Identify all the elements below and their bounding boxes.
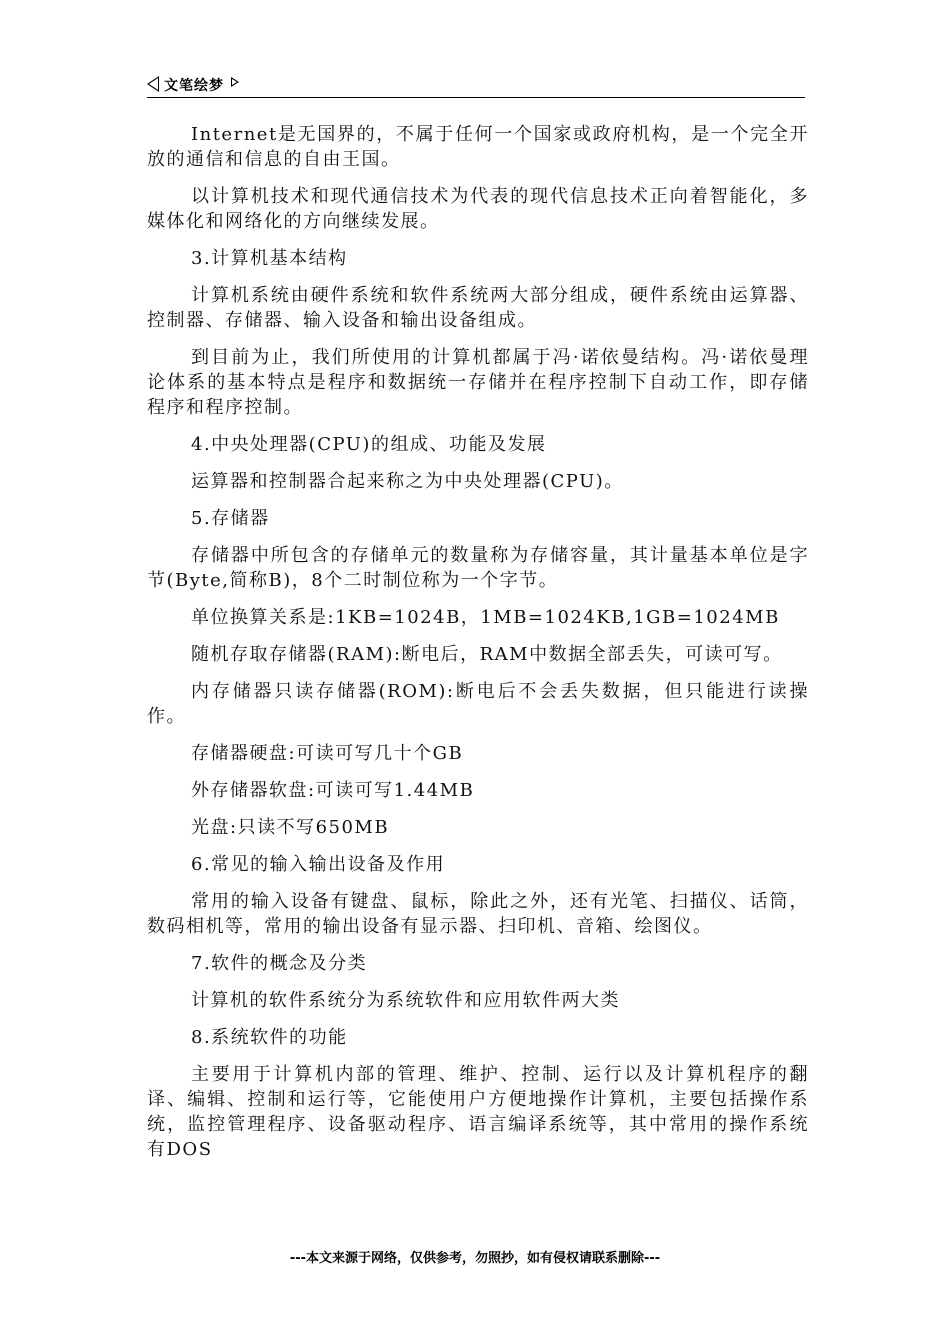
paragraph: Internet是无国界的，不属于任何一个国家或政府机构，是一个完全开放的通信和信息的自由王国。 [147, 124, 809, 170]
paragraph: 运算器和控制器合起来称之为中央处理器(CPU)。 [191, 471, 624, 492]
paragraph: 计算机的软件系统分为系统软件和应用软件两大类 [191, 990, 620, 1011]
paragraph: 常用的输入设备有键盘、鼠标，除此之外，还有光笔、扫描仪、话筒，数码相机等，常用的输出设备有显示器、扫印机、音箱、绘图仪。 [147, 891, 809, 937]
section-heading: 5.存储器 [191, 508, 270, 529]
page-footer: ---本文来源于网络，仅供参考，勿照抄，如有侵权请联系删除--- [289, 1251, 661, 1266]
paragraph: 到目前为止，我们所使用的计算机都属于冯·诺依曼结构。冯·诺依曼理论体系的基本特点是程序和数据统一存储并在程序控制下自动工作，即存储程序和程序控制。 [147, 347, 809, 418]
section-heading: 6.常见的输入输出设备及作用 [191, 854, 446, 875]
paragraph: 内存储器只读存储器(ROM):断电后不会丢失数据，但只能进行读操作。 [147, 681, 809, 727]
header-brand: 文笔绘梦 [164, 78, 224, 94]
paragraph: 单位换算关系是:1KB=1024B，1MB=1024KB,1GB=1024MB [191, 607, 780, 628]
section-heading: 7.软件的概念及分类 [191, 953, 368, 974]
right-triangle-icon [231, 77, 239, 87]
paragraph: 随机存取存储器(RAM):断电后，RAM中数据全部丢失，可读可写。 [191, 644, 783, 665]
page-header [147, 72, 805, 98]
paragraph: 光盘:只读不写650MB [191, 817, 390, 838]
paragraph: 外存储器软盘:可读可写1.44MB [191, 780, 475, 801]
header-divider [147, 97, 805, 98]
paragraph: 主要用于计算机内部的管理、维护、控制、运行以及计算机程序的翻译、编辑、控制和运行等，它能使用户方便地操作计算机，主要包括操作系统，监控管理程序、设备驱动程序、语言编译系统等，其中常用的操作系统有DOS [147, 1064, 809, 1160]
paragraph: 以计算机技术和现代通信技术为代表的现代信息技术正向着智能化，多媒体化和网络化的方向继续发展。 [147, 186, 809, 232]
document-body [147, 122, 809, 1174]
section-heading: 3.计算机基本结构 [191, 248, 348, 269]
section-heading: 8.系统软件的功能 [191, 1027, 348, 1048]
paragraph: 存储器中所包含的存储单元的数量称为存储容量，其计量基本单位是字节(Byte,简称B)，8个二时制位称为一个字节。 [147, 545, 809, 591]
paragraph: 存储器硬盘:可读可写几十个GB [191, 743, 464, 764]
left-triangle-icon [147, 76, 159, 92]
paragraph: 计算机系统由硬件系统和软件系统两大部分组成，硬件系统由运算器、控制器、存储器、输入设备和输出设备组成。 [147, 285, 809, 331]
section-heading: 4.中央处理器(CPU)的组成、功能及发展 [191, 434, 547, 455]
